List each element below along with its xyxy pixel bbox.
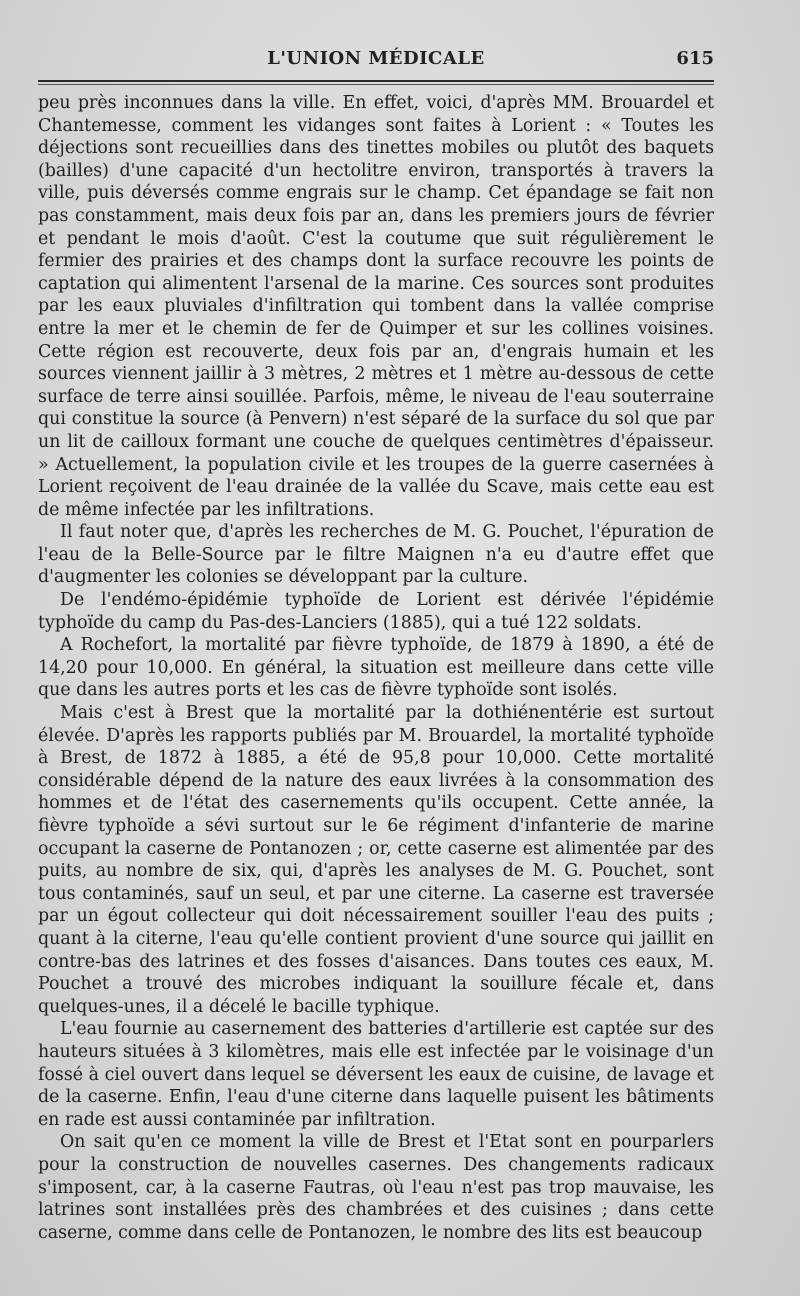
paragraph: Il faut noter que, d'après les recherches de M. G. Pouchet, l'épuration de l'eau de la Belle-Source par le filtre Maignen n'a eu d'autre effet que d'augmenter les colonies se développant par la culture. <box>38 522 714 588</box>
paragraph: L'eau fournie au casernement des batteries d'artillerie est captée sur des hauteurs situées à 3 kilomètres, mais elle est infectée par le voisinage d'un fossé à ciel ouvert dans lequel se déversent les eaux de cuisine, de lavage et de la caserne. Enfin, l'eau d'une citerne dans laquelle puisent les bâtiments en rade est aussi contaminée par infiltration. <box>38 1019 714 1130</box>
header-rule-secondary <box>38 84 714 85</box>
body-text <box>38 92 714 1244</box>
header-rule <box>38 80 714 82</box>
paragraph: A Rochefort, la mortalité par fièvre typhoïde, de 1879 à 1890, a été de 14,20 pour 10,000. En général, la situation est meilleure dans cette ville que dans les autres ports et les cas de fièvre typhoïde sont isolés. <box>38 635 714 701</box>
paragraph: peu près inconnues dans la ville. En effet, voici, d'après MM. Brouardel et Chantemesse, comment les vidanges sont faites à Lorient : « Toutes les déjections sont recueillies dans des tinettes mobiles ou plutôt des baquets (bailles) d'une capacité d'un hectolitre environ, transportés à travers la ville, puis déversés comme engrais sur le champ. Cet épandage se fait non pas constamment, mais deux fois par an, dans les premiers jours de février et pendant le mois d'août. C'est la coutume que suit régulièrement le fermier des prairies et des champs dont la surface recouvre les points de captation qui alimentent l'arsenal de la marine. Ces sources sont produites par les eaux pluviales d'infiltration qui tombent dans la vallée comprise entre la mer et le chemin de fer de Quimper et sur les collines voisines. Cette région est recouverte, deux fois par an, d'engrais humain et les sources viennent jaillir à 3 mètres, 2 mètres et 1 mètre au-dessous de cette surface de terre ainsi souillée. Parfois, même, le niveau de l'eau souterraine qui constitue la source (à Penvern) n'est séparé de la surface du sol que par un lit de cailloux formant une couche de quelques centimètres d'épaisseur. » Actuellement, la population civile et les troupes de la guerre casernées à Lorient reçoivent de l'eau drainée de la vallée du Scave, mais cette eau est de même infectée par les infiltrations. <box>38 93 714 520</box>
running-head: L'UNION MÉDICALE <box>267 48 485 69</box>
page-number: 615 <box>676 48 714 69</box>
paragraph: De l'endémo-épidémie typhoïde de Lorient est dérivée l'épidémie typhoïde du camp du Pas-des-Lanciers (1885), qui a tué 122 soldats. <box>38 590 714 633</box>
paragraph: On sait qu'en ce moment la ville de Brest et l'Etat sont en pourparlers pour la construction de nouvelles casernes. Des changements radicaux s'imposent, car, à la caserne Fautras, où l'eau n'est pas trop mauvaise, les latrines sont installées près des chambrées et des cuisines ; dans cette caserne, comme dans celle de Pontanozen, le nombre des lits est beaucoup <box>38 1132 714 1243</box>
page-header <box>38 48 714 76</box>
paragraph: Mais c'est à Brest que la mortalité par la dothiénentérie est surtout élevée. D'après les rapports publiés par M. Brouardel, la mortalité typhoïde à Brest, de 1872 à 1885, a été de 95,8 pour 10,000. Cette mortalité considérable dépend de la nature des eaux livrées à la consommation des hommes et de l'état des casernements qu'ils occupent. Cette année, la fièvre typhoïde a sévi surtout sur le 6e régiment d'infanterie de marine occupant la caserne de Pontanozen ; or, cette caserne est alimentée par des puits, au nombre de six, qui, d'après les analyses de M. G. Pouchet, sont tous contaminés, sauf un seul, et par une citerne. La caserne est traversée par un égout collecteur qui doit nécessairement souiller l'eau des puits ; quant à la citerne, l'eau qu'elle contient provient d'une source qui jaillit en contre-bas des latrines et des fosses d'aisances. Dans toutes ces eaux, M. Pouchet a trouvé des microbes indiquant la souillure fécale et, dans quelques-unes, il a décelé le bacille typhique. <box>38 703 714 1017</box>
